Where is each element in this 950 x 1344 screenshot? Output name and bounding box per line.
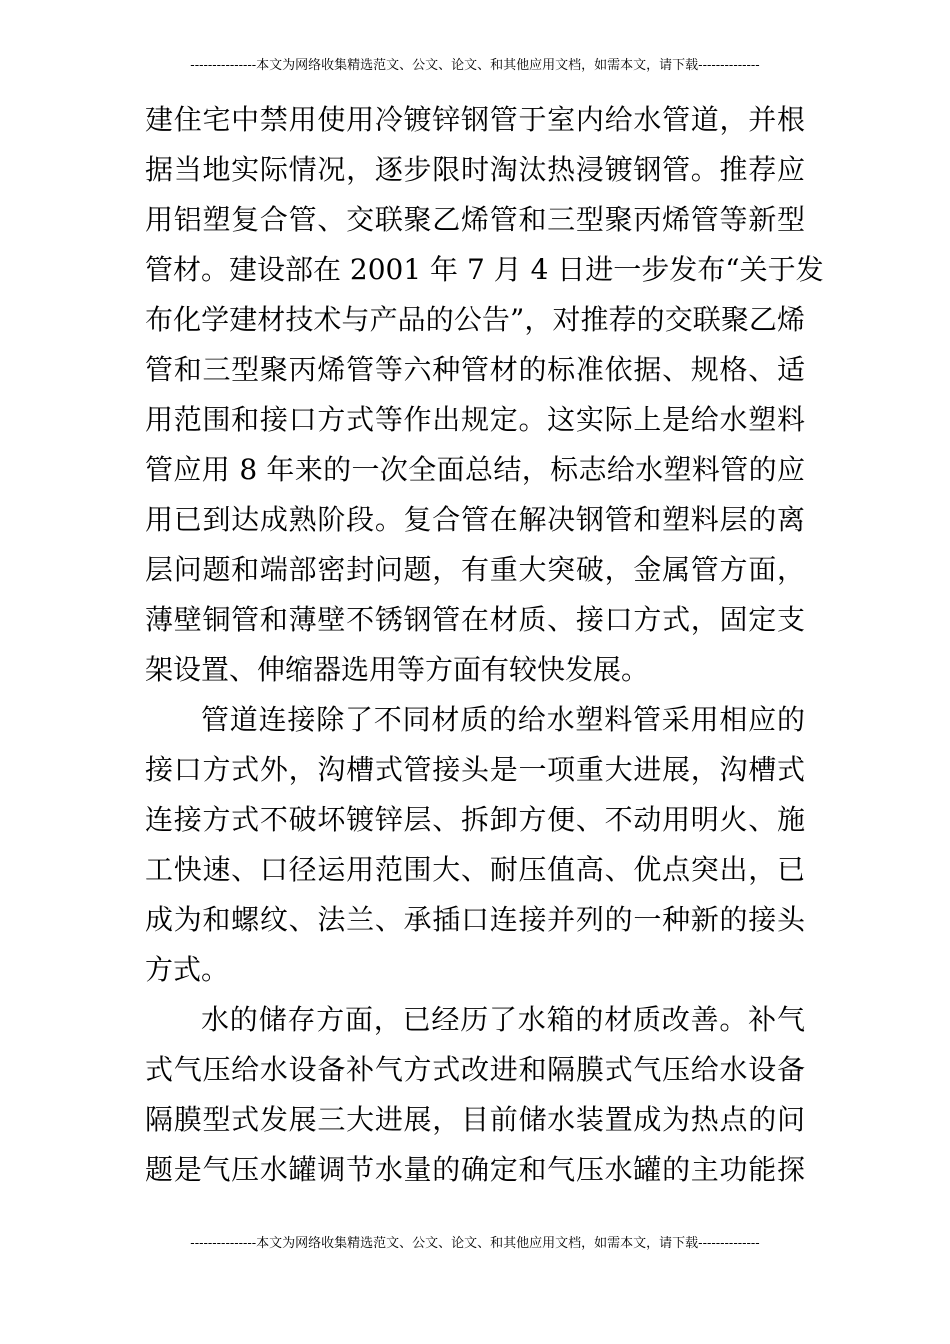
paragraph-1	[145, 95, 824, 695]
footer-banner: ---------------本文为网络收集精选范文、公文、论文、和其他应用文档，如需本文，请下载--------------	[190, 1236, 760, 1251]
text-line: 成为和螺纹、法兰、承插口连接并列的一种新的接头	[145, 903, 805, 936]
text-line: 接口方式外，沟槽式管接头是一项重大进展，沟槽式	[145, 753, 805, 786]
text-line: 连接方式不破坏镀锌层、拆卸方便、不动用明火、施	[145, 803, 805, 836]
text-line: 据当地实际情况，逐步限时淘汰热浸镀钢管。推荐应	[145, 153, 805, 186]
text-line: 管应用 8 年来的一次全面总结，标志给水塑料管的应	[145, 453, 805, 486]
paragraph-2	[145, 695, 805, 995]
text-line: 架设置、伸缩器选用等方面有较快发展。	[145, 653, 650, 686]
text-line: 工快速、口径运用范围大、耐压值高、优点突出，已	[145, 853, 805, 886]
text-line: 式气压给水设备补气方式改进和隔膜式气压给水设备	[145, 1053, 805, 1086]
document-body	[145, 95, 824, 1195]
text-line: 层问题和端部密封问题，有重大突破，金属管方面，	[145, 553, 805, 586]
text-line: 用范围和接口方式等作出规定。这实际上是给水塑料	[145, 403, 805, 436]
text-line: 布化学建材技术与产品的公告”，对推荐的交联聚乙烯	[145, 303, 805, 336]
text-line: 薄壁铜管和薄壁不锈钢管在材质、接口方式，固定支	[145, 603, 805, 636]
paragraph-3	[145, 995, 805, 1195]
text-line: 管和三型聚丙烯管等六种管材的标准依据、规格、适	[145, 353, 805, 386]
text-line: 水的储存方面，已经历了水箱的材质改善。补气	[201, 1003, 805, 1036]
text-line: 用铝塑复合管、交联聚乙烯管和三型聚丙烯管等新型	[145, 203, 805, 236]
text-line: 管材。建设部在 2001 年 7 月 4 日进一步发布“关于发	[145, 253, 824, 286]
text-line: 管道连接除了不同材质的给水塑料管采用相应的	[201, 703, 805, 736]
text-line: 隔膜型式发展三大进展，目前储水装置成为热点的问	[145, 1103, 805, 1136]
text-line: 用已到达成熟阶段。复合管在解决钢管和塑料层的离	[145, 503, 805, 536]
header-banner: ---------------本文为网络收集精选范文、公文、论文、和其他应用文档，如需本文，请下载--------------	[190, 58, 760, 73]
text-line: 建住宅中禁用使用冷镀锌钢管于室内给水管道，并根	[145, 103, 805, 136]
text-line: 题是气压水罐调节水量的确定和气压水罐的主功能探	[145, 1153, 805, 1186]
text-line: 方式。	[145, 953, 230, 986]
